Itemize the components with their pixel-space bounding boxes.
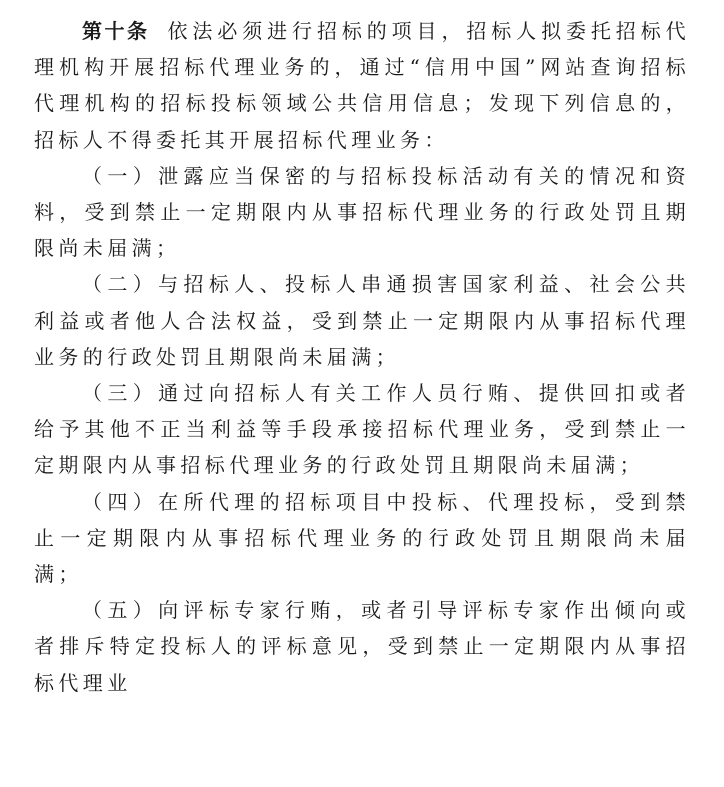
article-item-2: （二）与招标人、投标人串通损害国家利益、社会公共利益或者他人合法权益，受到禁止一定期限内从事招标代理业务的行政处罚且期限尚未届满； — [34, 272, 690, 369]
article-item-5: （五）向评标专家行贿，或者引导评标专家作出倾向或者排斥特定投标人的评标意见，受到禁止一定期限内从事招标代理业 — [34, 598, 690, 695]
article-title: 第十条 — [82, 19, 150, 43]
article-item-4: （四）在所代理的招标项目中投标、代理投标，受到禁止一定期限内从事招标代理业务的行政处罚且期限尚未届满； — [34, 489, 690, 587]
article-intro-paragraph — [34, 13, 690, 158]
article-item-3: （三）通过向招标人有关工作人员行贿、提供回扣或者给予其他不正当利益等手段承接招标代理业务，受到禁止一定期限内从事招标代理业务的行政处罚且期限尚未届满； — [34, 381, 690, 478]
article-intro-text: 依法必须进行招标的项目，招标人拟委托招标代理机构开展招标代理业务的，通过“信用中国”网站查询招标代理机构的招标投标领域公共信用信息；发现下列信息的，招标人不得委托其开展招标代理业务： — [34, 19, 690, 152]
article-item-1: （一）泄露应当保密的与招标投标活动有关的情况和资料，受到禁止一定期限内从事招标代理业务的行政处罚且期限尚未届满； — [34, 163, 690, 261]
